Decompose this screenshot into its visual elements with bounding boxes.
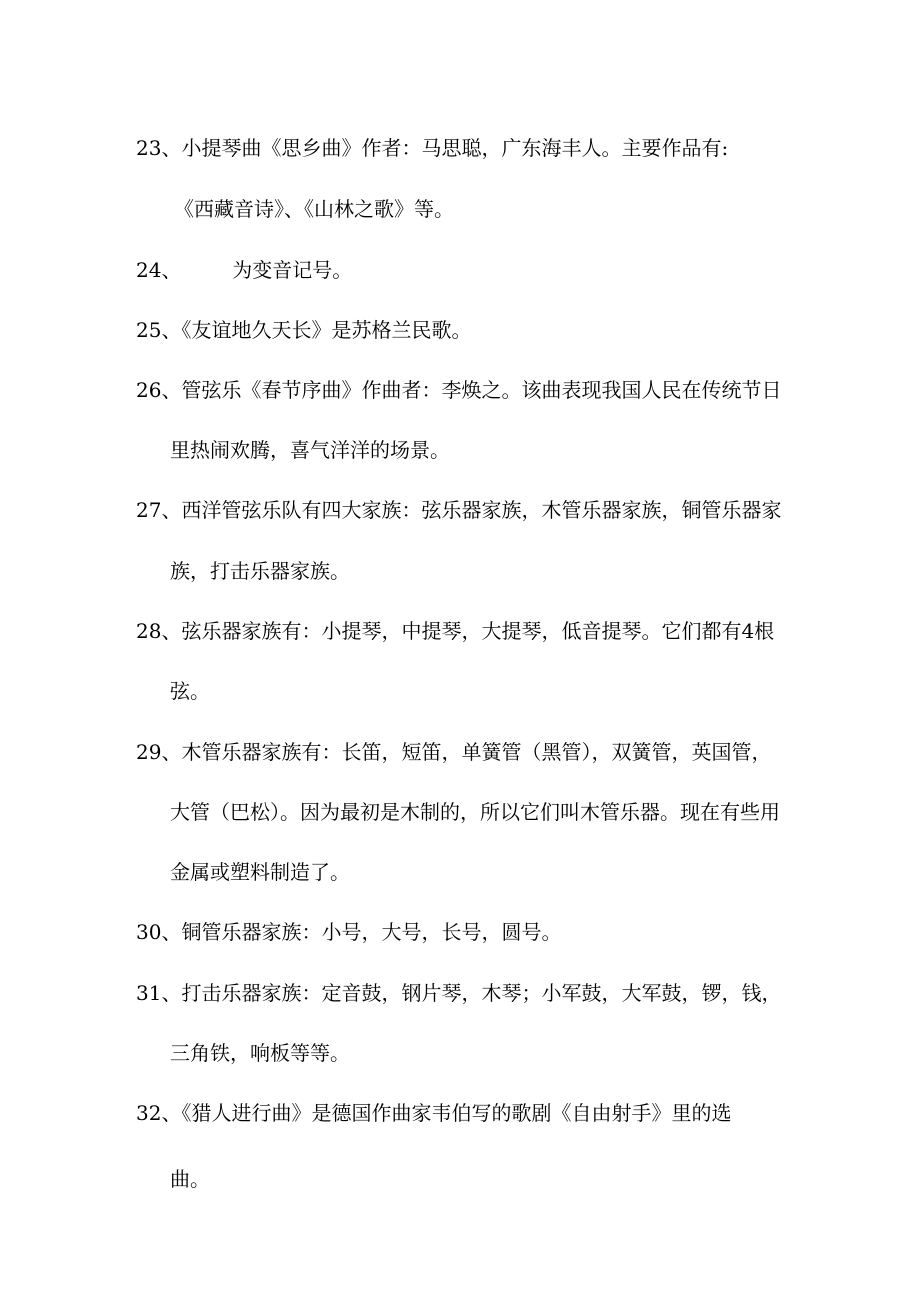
text-line: 金属或塑料制造了。 [170, 860, 350, 884]
text-line: 30、铜管乐器家族：小号，大号，长号，圆号。 [136, 920, 562, 944]
text-line: 弦。 [170, 679, 210, 703]
text-line: 32、《猎人进行曲》是德国作曲家韦伯写的歌剧《自由射手》里的选 [136, 1101, 732, 1125]
text-line: 里热闹欢腾，喜气洋洋的场景。 [170, 438, 450, 462]
text-line: 25、《友谊地久天长》是苏格兰民歌。 [136, 318, 472, 342]
text-line: 31、打击乐器家族：定音鼓，钢片琴，木琴；小军鼓，大军鼓，锣，钱， [136, 981, 782, 1005]
text-line: 29、木管乐器家族有：长笛，短笛，单簧管（黑管），双簧管，英国管， [136, 740, 772, 764]
text-line: 27、西洋管弦乐队有四大家族：弦乐器家族，木管乐器家族，铜管乐器家 [136, 498, 782, 522]
text-line: 24、 为变音记号。 [136, 258, 353, 282]
text-line: 大管（巴松）。因为最初是木制的，所以它们叫木管乐器。现在有些用 [170, 800, 780, 824]
text-line: 28、弦乐器家族有：小提琴，中提琴，大提琴，低音提琴。它们都有4根 [136, 619, 775, 643]
text-line: 族，打击乐器家族。 [170, 559, 350, 583]
text-line: 26、管弦乐《春节序曲》作曲者：李焕之。该曲表现我国人民在传统节日 [136, 378, 782, 402]
text-line: 三角铁，响板等等。 [170, 1041, 350, 1065]
text-line: 《西藏音诗》、《山林之歌》等。 [174, 197, 454, 221]
text-line: 曲。 [170, 1167, 210, 1191]
text-line: 23、小提琴曲《思乡曲》作者：马思聪，广东海丰人。主要作品有: [136, 136, 729, 160]
